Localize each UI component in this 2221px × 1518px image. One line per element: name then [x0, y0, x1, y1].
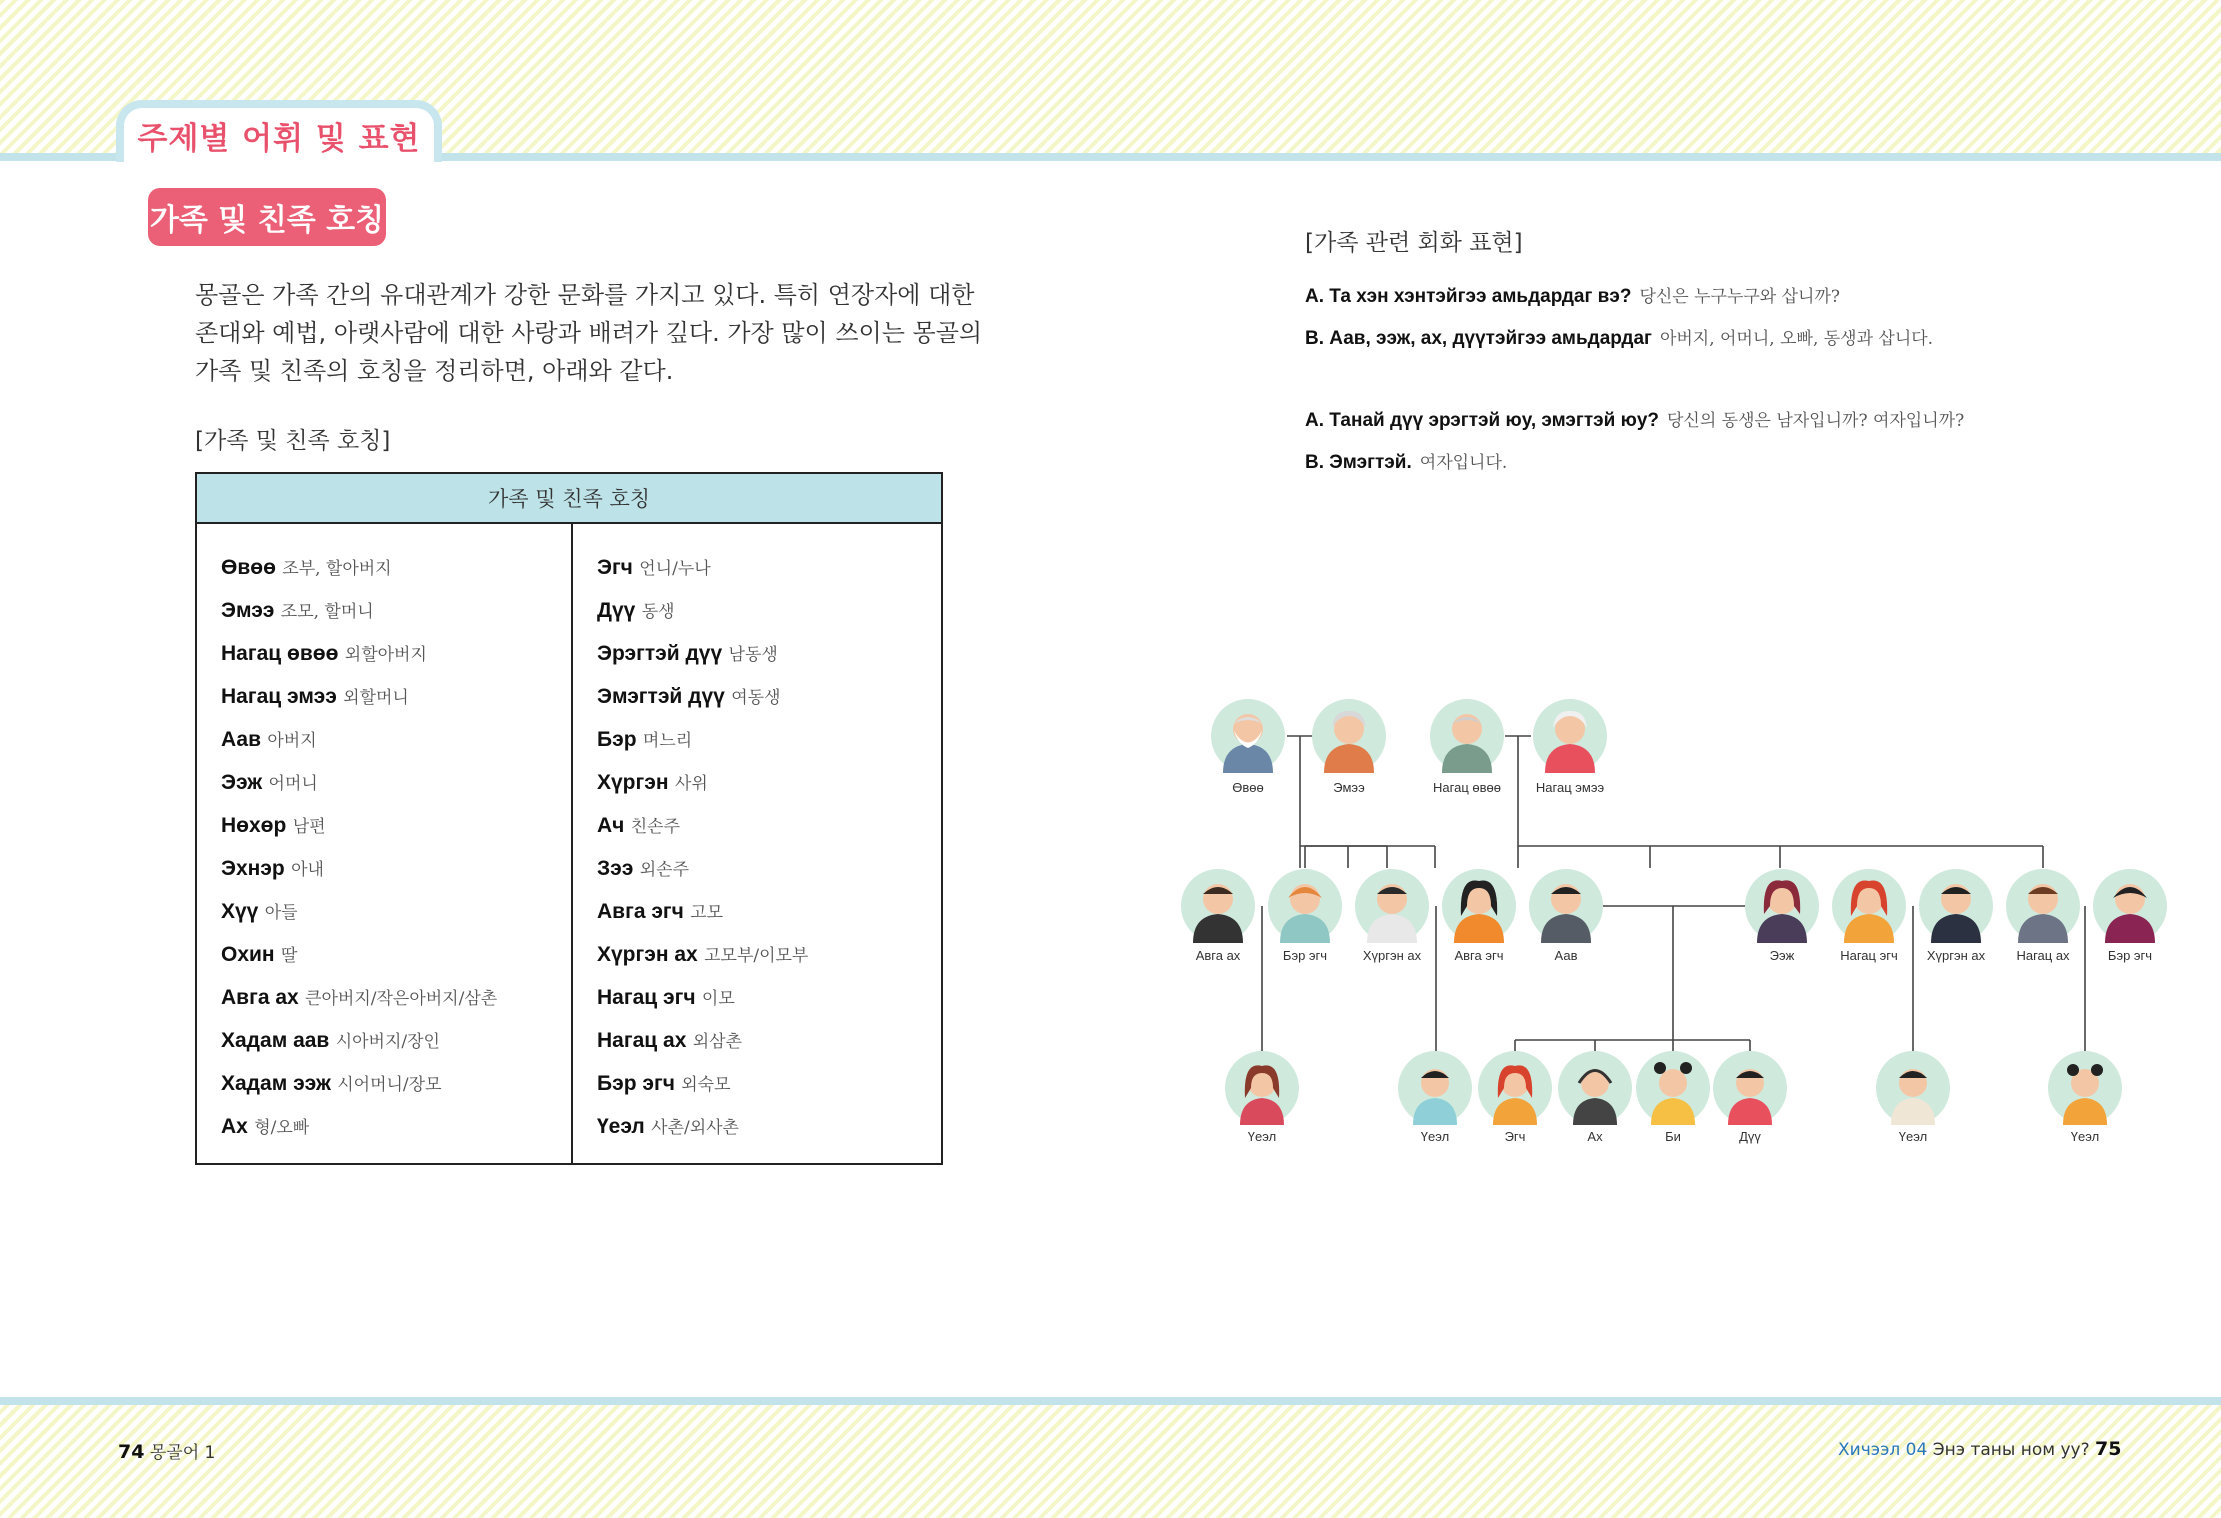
- dialog-line: A. Танай дүү эрэгтэй юу, эмэгтэй юу? 당신의 동생은 남자입니까? 여자입니까?: [1305, 410, 1965, 431]
- tree-label: Өвөө: [1232, 780, 1264, 795]
- cousin-avatar: [1876, 1051, 1950, 1125]
- tree-label: Нагац өвөө: [1433, 780, 1501, 795]
- vocab-entry: Бэр эгч 외숙모: [597, 1072, 731, 1095]
- maternal-uncle-wife-avatar: [2093, 869, 2167, 943]
- maternal-aunt-avatar: [1832, 869, 1906, 943]
- tree-label: Эмээ: [1333, 780, 1365, 795]
- tree-label: Бэр эгч: [2107, 948, 2153, 963]
- vocab-entry: Эмэгтэй дүү 여동생: [597, 685, 781, 708]
- grandfather-avatar: [1211, 699, 1285, 773]
- father-avatar: [1529, 869, 1603, 943]
- footer-left: [118, 1438, 215, 1463]
- grandmother-avatar: [1312, 699, 1386, 773]
- vocab-entry: Эрэгтэй дүү 남동생: [597, 642, 778, 665]
- vocab-entry: Охин 딸: [221, 943, 298, 966]
- dialog-line: A. Та хэн хэнтэйгээ амьдардаг вэ? 당신은 누구누구와 삽니까?: [1305, 286, 1841, 307]
- intro-paragraph: 몽골은 가족 간의 유대관계가 강한 문화를 가지고 있다. 특히 연장자에 대한 존대와 예법, 아랫사람에 대한 사랑과 배려가 깊다. 가장 많이 쓰이는 몽골의 가족 및 친족의 호칭을 정리하면, 아래와 같다.: [195, 281, 983, 385]
- vocab-column-left: [196, 523, 572, 1164]
- tree-label: Үеэл: [1247, 1129, 1277, 1144]
- self-avatar: [1636, 1051, 1710, 1125]
- uncle-wife-avatar: [1268, 869, 1342, 943]
- vocab-entry: Хадам аав 시아버지/장인: [221, 1029, 440, 1052]
- tree-label: Ах: [1587, 1129, 1603, 1144]
- lesson-number: Хичээл 04: [1838, 1440, 1928, 1460]
- maternal-grandmother-avatar: [1533, 699, 1607, 773]
- tree-label: Авга эгч: [1454, 948, 1504, 963]
- cousin-avatar: [1398, 1051, 1472, 1125]
- vocab-entry: Авга эгч 고모: [597, 900, 724, 923]
- vocab-entry: Нагац ах 외삼촌: [597, 1029, 743, 1052]
- tree-label: Үеэл: [2070, 1129, 2100, 1144]
- vocab-entry: Ах 형/오빠: [221, 1115, 310, 1138]
- vocab-entry: Эгч 언니/누나: [597, 556, 711, 579]
- dialog-line: B. Аав, ээж, ах, дүүтэйгээ амьдардаг 아버지, 어머니, 오빠, 동생과 삽니다.: [1305, 328, 1934, 349]
- dialog-line: B. Эмэгтэй. 여자입니다.: [1305, 452, 1508, 473]
- vocab-column-right: [572, 523, 942, 1164]
- tree-label: Бэр эгч: [1282, 948, 1328, 963]
- tree-label: Авга ах: [1195, 948, 1241, 963]
- table-label: [가족 및 친족 호칭]: [195, 428, 391, 454]
- older-sister-avatar: [1478, 1051, 1552, 1125]
- maternal-aunt-husband-avatar: [1919, 869, 1993, 943]
- vocab-entry: Зээ 외손주: [597, 857, 689, 880]
- older-brother-avatar: [1558, 1051, 1632, 1125]
- younger-sibling-avatar: [1713, 1051, 1787, 1125]
- vocab-entry: Хүргэн 사위: [597, 771, 708, 794]
- lesson-title: Энэ таны ном уу?: [1932, 1440, 2090, 1460]
- tree-label: Нагац ах: [2016, 948, 2070, 963]
- footer-right: [1838, 1438, 2121, 1460]
- vocab-entry: Бэр 며느리: [597, 728, 693, 751]
- vocab-entry: Нагац өвөө 외할아버지: [221, 642, 427, 665]
- vocab-entry: Ээж 어머니: [221, 771, 318, 794]
- tree-label: Аав: [1554, 948, 1578, 963]
- tree-label: Хүргэн ах: [1926, 948, 1986, 963]
- vocab-entry: Аав 아버지: [221, 728, 317, 751]
- page-number-left: 74: [118, 1441, 145, 1463]
- tree-label: Ээж: [1769, 948, 1795, 963]
- vocab-entry: Хүргэн ах 고모부/이모부: [597, 943, 809, 966]
- maternal-uncle-avatar: [2006, 869, 2080, 943]
- vocab-entry: Нөхөр 남편: [221, 814, 326, 837]
- vocab-entry: Эхнэр 아내: [221, 857, 324, 880]
- vocab-entry: Хадам ээж 시어머니/장모: [221, 1072, 442, 1095]
- tree-label: Би: [1665, 1129, 1681, 1144]
- family-tree: [1170, 690, 2180, 1150]
- tree-label: Дүү: [1739, 1129, 1761, 1144]
- vocab-entry: Дүү 동생: [597, 599, 675, 622]
- uncle-avatar: [1181, 869, 1255, 943]
- tree-label: Хүргэн ах: [1362, 948, 1422, 963]
- vocab-entry: Өвөө 조부, 할아버지: [221, 556, 392, 579]
- vocab-entry: Нагац эмээ 외할머니: [221, 685, 409, 708]
- vocab-entry: Ач 친손주: [597, 814, 680, 837]
- vocab-table-header: 가족 및 친족 호칭: [196, 473, 942, 523]
- topic-tab: [116, 100, 442, 162]
- tree-label: Эгч: [1504, 1129, 1526, 1144]
- maternal-grandfather-avatar: [1430, 699, 1504, 773]
- dialog-label: [가족 관련 회화 표현]: [1305, 230, 1523, 256]
- aunt-husband-avatar: [1355, 869, 1429, 943]
- vocab-entry: Нагац эгч 이모: [597, 986, 735, 1009]
- topic-tab-title: 주제별 어휘 및 표현: [137, 120, 421, 157]
- tree-label: Үеэл: [1898, 1129, 1928, 1144]
- aunt-avatar: [1442, 869, 1516, 943]
- tree-label: Нагац эмээ: [1535, 780, 1605, 795]
- cousin-avatar: [1225, 1051, 1299, 1125]
- mother-avatar: [1745, 869, 1819, 943]
- bottom-divider: [0, 1397, 2221, 1405]
- vocab-entry: Авга ах 큰아버지/작은아버지/삼촌: [221, 986, 498, 1009]
- tree-label: Нагац эгч: [1840, 948, 1898, 963]
- cousin-avatar: [2048, 1051, 2122, 1125]
- tree-label: Үеэл: [1420, 1129, 1450, 1144]
- book-title: 몽골어 1: [149, 1443, 216, 1463]
- vocab-table: [195, 472, 943, 1165]
- page-number-right: 75: [2095, 1438, 2122, 1460]
- section-badge: 가족 및 친족 호칭: [148, 188, 386, 246]
- vocab-entry: Үеэл 사촌/외사촌: [597, 1115, 739, 1138]
- vocab-entry: Эмээ 조모, 할머니: [221, 599, 374, 622]
- vocab-entry: Хүү 아들: [221, 900, 298, 923]
